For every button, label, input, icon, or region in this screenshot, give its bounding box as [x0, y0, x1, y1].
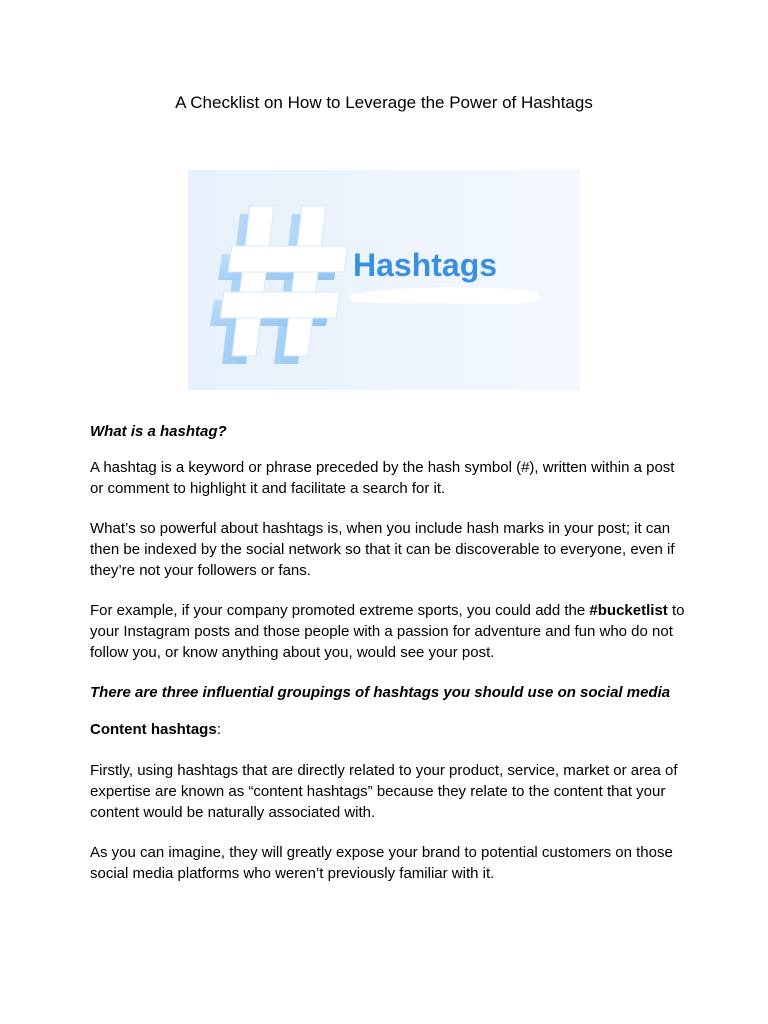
document-body — [90, 421, 690, 903]
paragraph-example — [90, 600, 690, 663]
bucketlist-hashtag: #bucketlist — [589, 602, 668, 619]
hero-heading-text: Hashtags — [353, 247, 498, 283]
paragraph: What’s so powerful about hashtags is, when you include hash marks in your post; it can then be indexed by the social network so that it can be discoverable to everyone, even if they’re not your followers or fans. — [90, 520, 675, 579]
content-hashtags-label: Content hashtags — [90, 721, 217, 738]
hashtags-hero-image — [188, 170, 580, 390]
paragraph: As you can imagine, they will greatly expose your brand to potential customers on those social media platforms who weren’t previously familiar with it. — [90, 844, 673, 882]
paragraph: A hashtag is a keyword or phrase preceded by the hash symbol (#), written within a post or comment to highlight it and facilitate a search for it. — [90, 459, 675, 497]
hash-symbol-icon — [188, 170, 580, 390]
content-hashtags-heading — [90, 719, 690, 740]
section-heading-groupings: There are three influential groupings of hashtags you should use on social media — [90, 684, 671, 701]
section-heading-what-is-hashtag: What is a hashtag? — [90, 423, 227, 440]
paragraph-text: For example, if your company promoted extreme sports, you could add the — [90, 602, 590, 619]
content-hashtags-colon: : — [216, 721, 221, 738]
document-title: A Checklist on How to Leverage the Power of Hashtags — [175, 93, 593, 112]
paragraph-text: to your Instagram posts and those people with a passion for adventure and fun who do not follow you, or know anything about you, would see your post. — [90, 602, 685, 661]
paragraph: Firstly, using hashtags that are directly related to your product, service, market or area of expertise are known as “content hashtags” because they relate to the content that your content would be naturally associated with. — [90, 762, 678, 821]
